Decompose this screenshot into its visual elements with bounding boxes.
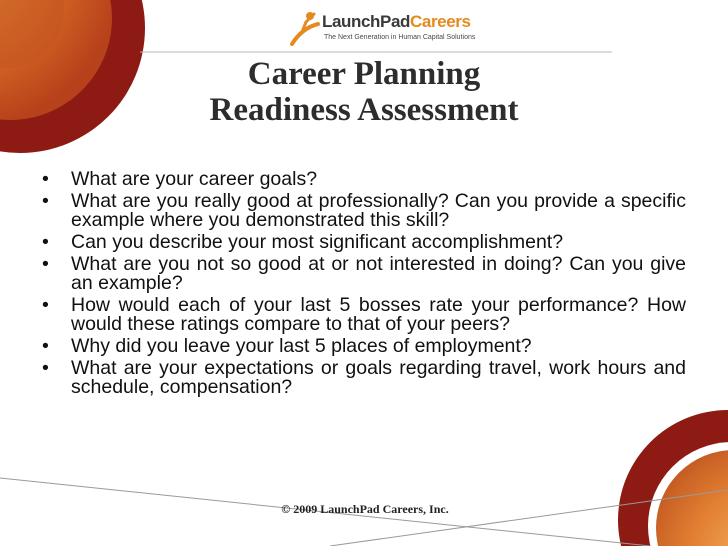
list-item — [40, 337, 686, 356]
question-text: Why did you leave your last 5 places of employment? — [71, 335, 532, 357]
slide-title — [100, 56, 628, 128]
logo-tagline: The Next Generation in Human Capital Solutions — [324, 34, 476, 41]
bullet-icon: • — [42, 294, 49, 316]
logo-wordmark: LaunchPadCareers — [322, 12, 471, 31]
company-logo — [288, 10, 488, 50]
list-item — [40, 192, 686, 230]
list-item — [40, 233, 686, 252]
question-text: Can you describe your most significant accomplishment? — [71, 231, 564, 253]
title-line-1: Career Planning — [247, 56, 481, 92]
bullet-icon: • — [42, 168, 49, 190]
question-text: What are you really good at professionally? Can you provide a specific example where you demonstrated this skill? — [71, 190, 686, 231]
copyright-footer: © 2009 LaunchPad Careers, Inc. — [281, 502, 449, 516]
person-reaching-icon — [288, 10, 324, 48]
bullet-icon: • — [42, 190, 49, 212]
bullet-icon: • — [42, 253, 49, 275]
question-text: How would each of your last 5 bosses rate your performance? How would these ratings compare to that of your peers? — [71, 294, 686, 335]
title-line-2: Readiness Assessment — [209, 92, 519, 128]
list-item — [40, 359, 686, 397]
list-item — [40, 296, 686, 334]
bullet-icon: • — [42, 357, 49, 379]
list-item — [40, 170, 686, 189]
question-list — [40, 170, 686, 400]
question-text: What are you not so good at or not interested in doing? Can you give an example? — [71, 253, 686, 294]
list-item — [40, 255, 686, 293]
question-text: What are your career goals? — [71, 168, 318, 190]
question-text: What are your expectations or goals regarding travel, work hours and schedule, compensation? — [71, 357, 686, 398]
bullet-icon: • — [42, 231, 49, 253]
bullet-icon: • — [42, 335, 49, 357]
